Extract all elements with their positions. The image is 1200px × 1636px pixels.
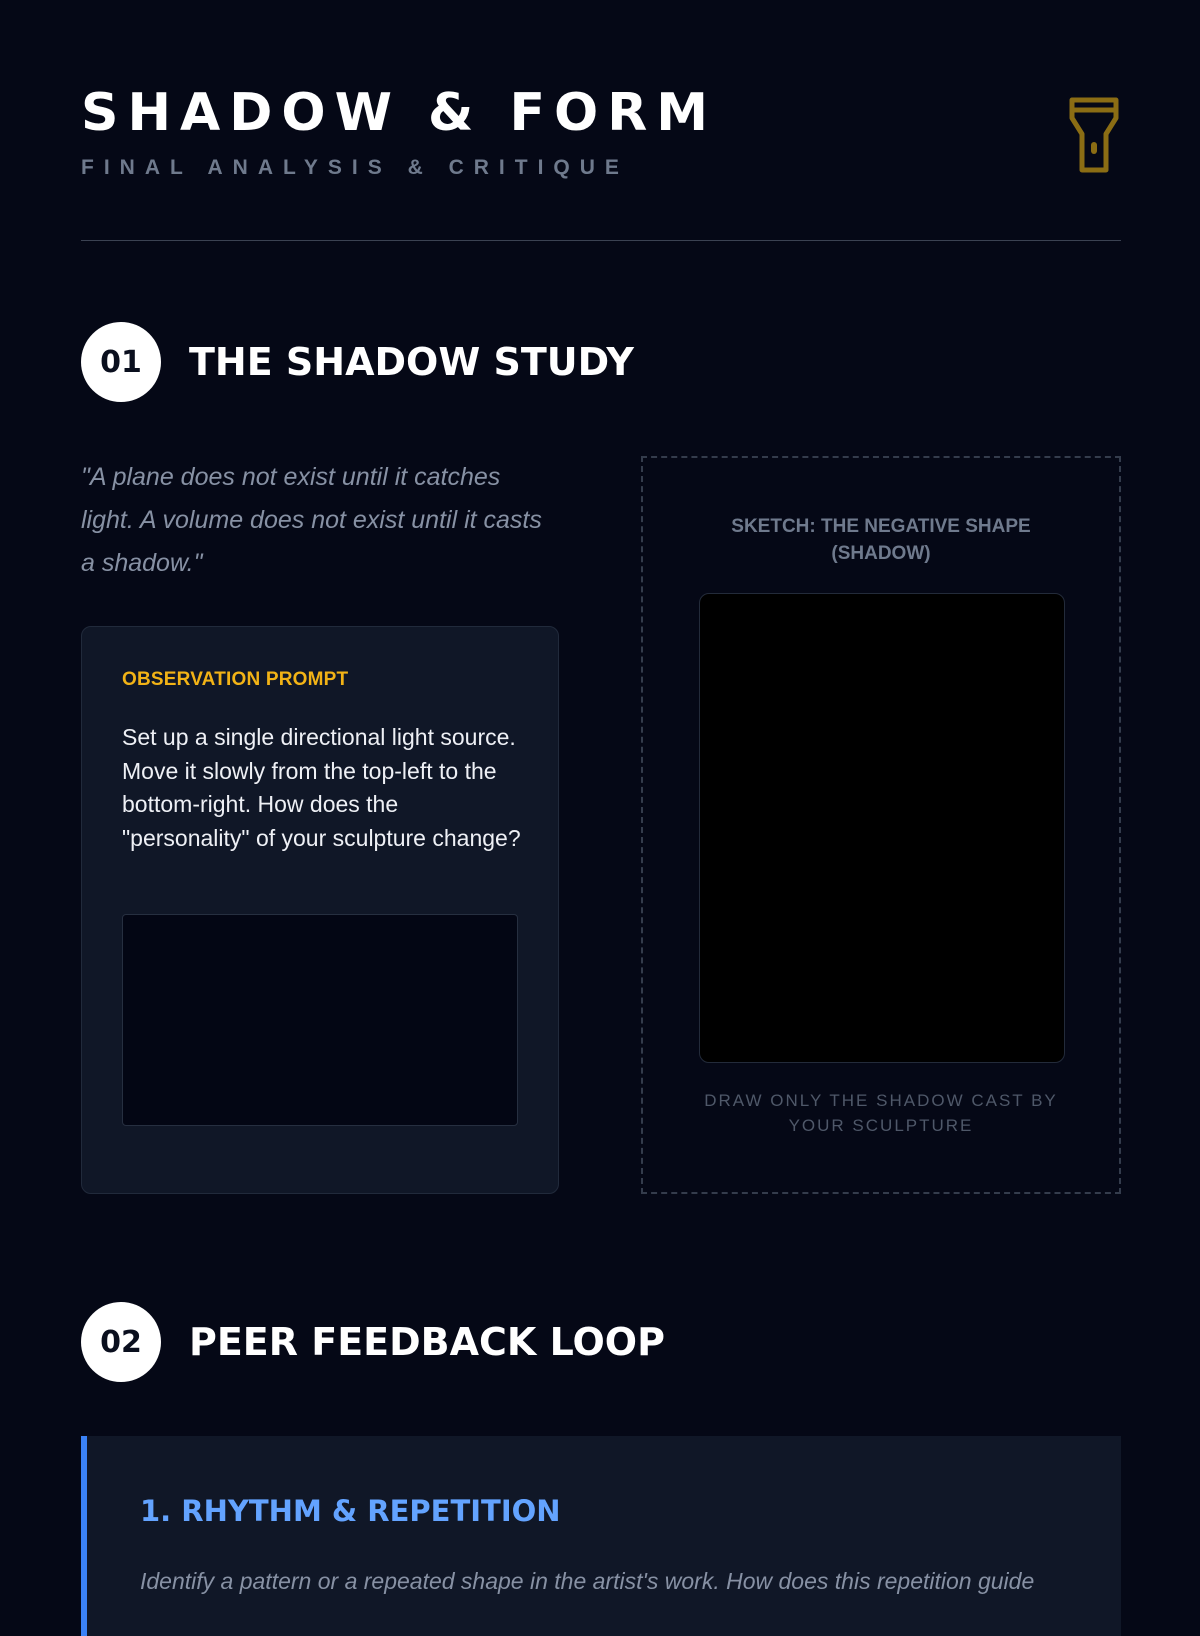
observation-label: OBSERVATION PROMPT xyxy=(122,669,349,690)
sketch-panel xyxy=(641,456,1121,1194)
page-header xyxy=(81,78,1121,188)
sketch-hint-line: DRAW ONLY THE SHADOW CAST BY xyxy=(704,1091,1058,1110)
sketch-hint xyxy=(643,1088,1119,1138)
sketch-label xyxy=(643,513,1119,567)
sketch-hint-line: YOUR SCULPTURE xyxy=(788,1116,974,1135)
sketch-label-line: (SHADOW) xyxy=(831,543,931,564)
section-number-badge: 01 xyxy=(81,322,161,402)
sketch-canvas[interactable] xyxy=(699,593,1065,1063)
feedback-card-title: 1. RHYTHM & REPETITION xyxy=(140,1494,561,1528)
section-quote: "A plane does not exist until it catches light. A volume does not exist until it casts a shadow." xyxy=(81,463,542,577)
header-divider xyxy=(81,240,1121,241)
section-number-badge: 02 xyxy=(81,1302,161,1382)
section-header-peer-feedback xyxy=(81,1302,665,1382)
observation-card xyxy=(81,626,559,1194)
sketch-label-line: SKETCH: THE NEGATIVE SHAPE xyxy=(731,516,1031,537)
page-subtitle: FINAL ANALYSIS & CRITIQUE xyxy=(81,156,629,179)
page-title: SHADOW & FORM xyxy=(81,83,718,143)
section-header-shadow-study xyxy=(81,322,634,402)
observation-answer-field[interactable] xyxy=(122,914,518,1126)
observation-prompt-text: Set up a single directional light source. Move it slowly from the top-left to the bottom-right. How does the "personality" of your sculpture change? xyxy=(122,724,521,851)
feedback-card-text: Identify a pattern or a repeated shape in the artist's work. How does this repetition guide xyxy=(140,1568,1035,1594)
section-title: PEER FEEDBACK LOOP xyxy=(189,1320,665,1364)
section-title: THE SHADOW STUDY xyxy=(189,340,634,384)
flashlight-icon xyxy=(1067,96,1121,174)
feedback-card-rhythm xyxy=(81,1436,1121,1636)
